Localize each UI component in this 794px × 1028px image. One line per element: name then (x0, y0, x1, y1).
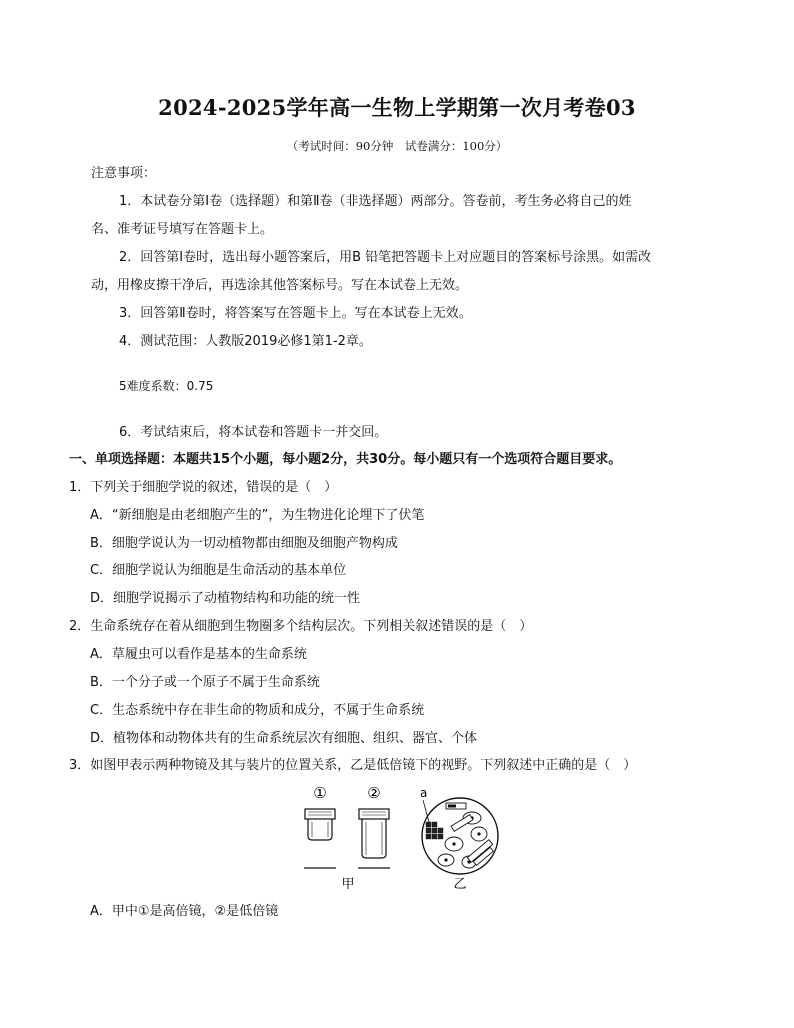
question-1-option-d: D．细胞学说揭示了动植物结构和功能的统一性 (90, 591, 361, 606)
exam-title: 2024-2025学年高一生物上学期第一次月考卷03 (158, 95, 636, 120)
note-item-2-cont: 动，用橡皮擦干净后，再选涂其他答案标号。写在本试卷上无效。 (91, 278, 469, 293)
lens-2-label: ② (367, 784, 381, 802)
note-item-3: 3．回答第Ⅱ卷时，将答案写在答题卡上。写在本试卷上无效。 (119, 306, 472, 321)
field-of-view (422, 798, 498, 874)
question-1-option-a: A．“新细胞是由老细胞产生的”，为生物进化论埋下了伏笔 (90, 508, 425, 523)
objective-lens-1 (305, 809, 335, 840)
question-1-option-c: C．细胞学说认为细胞是生命活动的基本单位 (90, 563, 347, 578)
lens-1-label: ① (313, 784, 327, 802)
caption-jia: 甲 (341, 877, 355, 892)
note-item-5: 5难度系数：0.75 (119, 379, 214, 393)
question-3-figure (296, 782, 516, 894)
caption-yi: 乙 (453, 877, 467, 892)
question-3-option-a: A．甲中①是高倍镜，②是低倍镜 (90, 904, 279, 919)
exam-subtitle: （考试时间：90分钟 试卷满分：100分） (286, 139, 508, 153)
question-2-option-a: A．草履虫可以看作是基本的生命系统 (90, 647, 307, 662)
label-a: a (420, 786, 428, 800)
section-heading: 一、单项选择题：本题共15个小题，每小题2分，共30分。每小题只有一个选项符合题目要求。 (69, 452, 622, 467)
note-item-6: 6．考试结束后，将本试卷和答题卡一并交回。 (119, 425, 388, 440)
question-1-stem: 1．下列关于细胞学说的叙述，错误的是（ ） (69, 480, 338, 495)
question-1-option-b: B．细胞学说认为一切动植物都由细胞及细胞产物构成 (90, 536, 398, 551)
notes-heading: 注意事项： (91, 166, 157, 181)
question-2-option-c: C．生态系统中存在非生命的物质和成分，不属于生命系统 (90, 703, 425, 718)
microscope-figure (296, 782, 516, 894)
question-2-stem: 2．生命系统存在着从细胞到生物圈多个结构层次。下列相关叙述错误的是（ ） (69, 619, 533, 634)
note-item-2: 2．回答第Ⅰ卷时，选出每小题答案后，用B 铅笔把答题卡上对应题目的答案标号涂黑。如需改 (119, 250, 652, 265)
objective-lens-2 (359, 809, 389, 858)
question-2-option-d: D．植物体和动物体共有的生命系统层次有细胞、组织、器官、个体 (90, 731, 478, 746)
question-2-option-b: B．一个分子或一个原子不属于生命系统 (90, 675, 320, 690)
note-item-1: 1．本试卷分第Ⅰ卷（选择题）和第Ⅱ卷（非选择题）两部分。答卷前，考生务必将自己的姓 (119, 194, 632, 209)
question-3-stem: 3．如图甲表示两种物镜及其与装片的位置关系，乙是低倍镜下的视野。下列叙述中正确的是（ ） (69, 758, 637, 773)
note-item-1-cont: 名、准考证号填写在答题卡上。 (91, 222, 274, 237)
note-item-4: 4．测试范围：人教版2019必修1第1-2章。 (119, 334, 372, 349)
